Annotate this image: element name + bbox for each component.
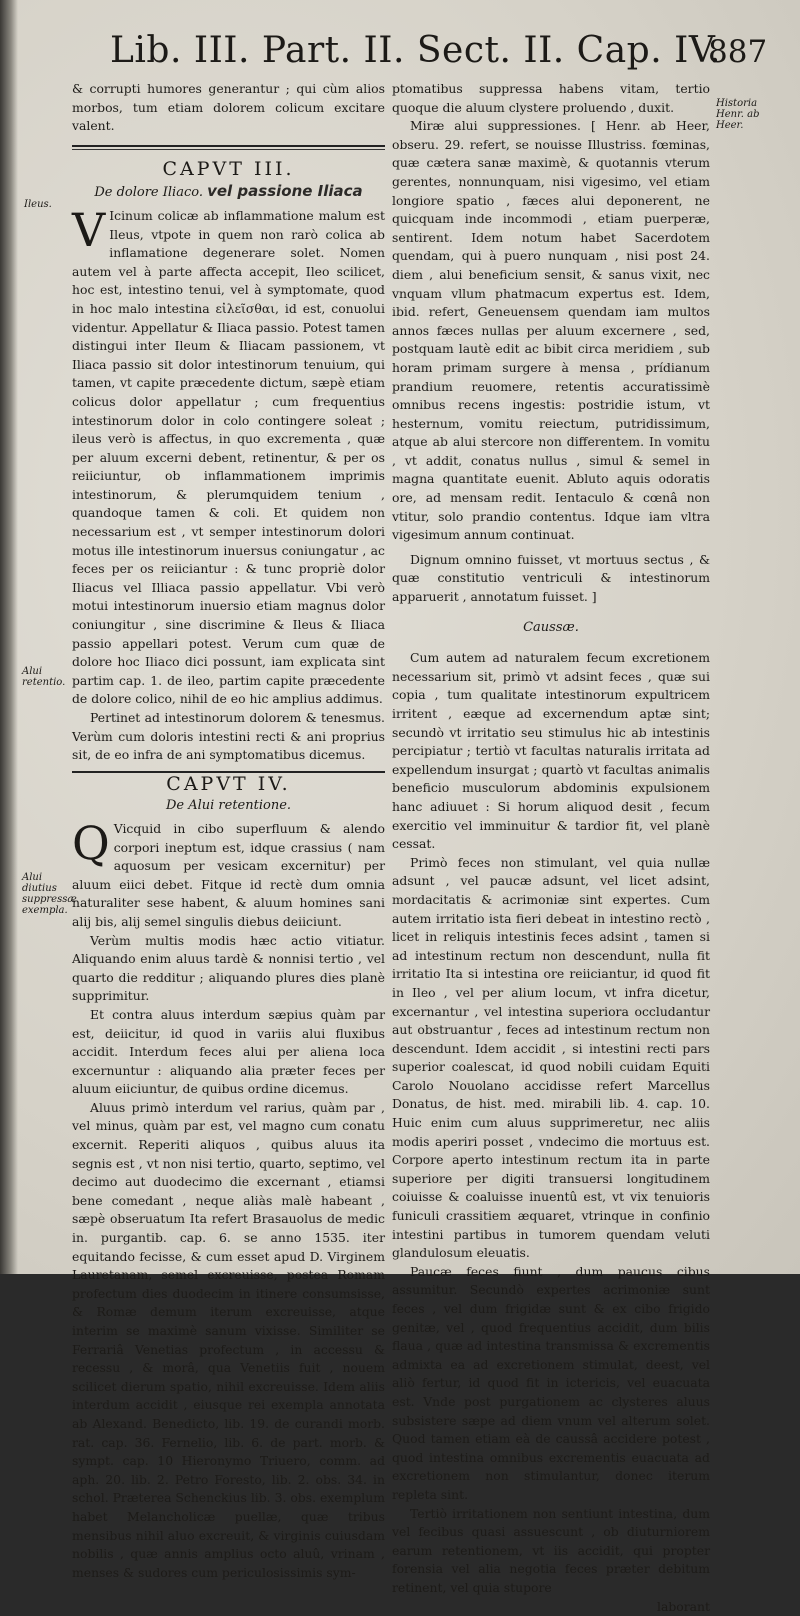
chapter-4-paragraph-4: Aluus primò interdum vel rarius, quàm par , vel minus, quàm par est, vel magno cum conatu excernit. Reperiti aliquos , quibus aluus ita segnis est , vt non nisi tertio, quarto, septimo, vel decimo aut duodecimo die excernant , etiamsi bene comedant , neque aliàs malè habeant , sæpè obseruatum Ita refert Brasauolus de medic in. purgantib. cap. 6. se anno 1535. iter equitando fecisse, & cum esset apud D. Virginem Lauretanam, semel excreuisse, postea Romam profectum dies duodecim in itinere consumsisse, & Romæ demum iterum excreuisse, atque interim se maximè sanum vixisse. Similiter se Ferrariâ Venetias profectum , in accessu & recessu , & morâ, qua Venetiis fuit , nouem scilicet dierum spatio, nihil excreuisse. Idem aliis interdum accidit , eiusque rei exempla annotata ab Alexand. Benedicto, lib. 19. de curandi morb. rat. cap. 36. Fernelio, lib. 6. de part. morb. & sympt. cap. 10 Hieronymo Triuero, comm. ad aph. 20. lib. 2. Petro Foresto, lib. 2. obs. 34. in schol. Præterea Schenckius lib. 3. obs. exemplum habet Melancholicæ puellæ, quæ tribus mensibus nihil aluo excreuit, & virginis cuiusdam nobilis , quæ annis amplius octo aluû, vrinam , menses & sudores cum periculosissimis sym- [72, 1099, 385, 1582]
margin-note-ileus: Ileus. [24, 199, 68, 210]
chapter-4-paragraph-2: Verùm multis modis hæc actio vitiatur. Aliquando enim aluus tardè & nonnisi tertio , vel quarto die redditur ; aliquando plures dies planè supprimitur. [72, 932, 385, 1006]
right-paragraph-6: Tertiò irritationem non sentiunt intestina, dum vel fecibus quasi assuescunt , ob diuturniorem earum retentionem, vt iis accidit, qui propter forensia vel alia negotia feces præter debitum retinent, vel quia stupore [392, 1505, 710, 1598]
margin-note-retentio: Alui retentio. [22, 666, 70, 688]
right-paragraph-0: ptomatibus suppressa habens vitam, tertio quoque die aluum clystere proluendo , duxit. [392, 80, 710, 117]
dropcap-q: Q [72, 824, 110, 862]
chapter-4-subtitle: De Alui retentione. [72, 797, 385, 816]
margin-note-exempla: Alui diutius suppressæ exempla. [22, 872, 70, 916]
chapter-3-subtitle-text: De dolore Iliaco. [94, 185, 203, 200]
chapter-3-title: CAPVT III. [72, 160, 385, 179]
page-binding-shadow [0, 0, 18, 1274]
causae-heading: Caussæ. [392, 619, 710, 638]
right-paragraph-4: Primò feces non stimulant, vel quia nullæ adsunt , vel paucæ adsunt, vel licet adsint, mordacitatis & acrimoniæ sint expertes. Cum autem irritatio ista fieri debeat in intestino rectò , licet in reliquis intestinis feces adsint , tamen si ad intestinum rectum non descendunt, nulla fit irritatio Ita si intestina ore reiiciantur, id quod fit in Ileo , vel per alium locum, vt infra dicetur, excernantur , vel intestina superiora occludantur aut obstruantur , feces ad intestinum rectum non descendunt. Idem accidit , si intestini recti pars superior coalescat, id quod nobili cuidam Equiti Carolo Nouolano accidisse refert Marcellus Donatus, de hist. med. mirabili lib. 4. cap. 10. Huic enim cum aluus supprimeretur, nec aliis modis aperiri posset , vndecimo die mortuus est. Corpore aperto intestinum rectum ita in parte superiore per digiti transuersi longitudinem coiuisse & coaluisse inuentû est, vt vix tenuioris funiculi crassitiem æquaret, vtrinque in confinio intestini partibus in tumorem quendam veluti glandulosum eleuatis. [392, 854, 710, 1263]
chapter-4-text-1: Vicquid in cibo superfluum & alendo corpori ineptum est, idque crassius ( nam aquosum per vesicam excernitur) per aluum eiici debet. Fitque id rectè dum omnia naturaliter sese habent, & aluum homines sani alij bis, alij semel singulis diebus deiiciunt. [72, 821, 385, 929]
right-paragraph-1: Miræ alui suppressiones. [ Henr. ab Heer, obseru. 29. refert, se nouisse Illustriss. fœminas, quæ cætera sanæ maximè, & quotannis vterum gerentes, nonnunquam, nisi vigesimo, vel etiam longiore spatio , fæces alui deponerent, ne quicquam inde incommodi , etiam puerperæ, sentirent. Idem notum habet Sacerdotem quendam, qui à puero nunquam , nisi post 24. diem , alui beneficium sensit, & sanus vixit, nec vnquam vllum phatmacum expertus est. Idem, ibid. refert, Geneuensem quendam iam multos annos fæces nullas per aluum excernere , sed, postquam lautè edit ac bibit circa meridiem , sub horam primam surgere à mensa , prídianum prandium reuomere, retentis accuratissimè omnibus recens ingestis: postridie istum, vt hesternum, vomitu reiectum, putridissimum, atque ab alui stercore non differentem. In vomitu , vt addit, conatus nullus , simul & semel in magna quantitate euenit. Abluto aquis odoratis ore, ad mensam redit. Ientaculo & cœnâ non vtitur, solo prandio contentus. Idque iam vltra vigesimum annum continuat. [392, 117, 710, 545]
dropcap-v: V [72, 211, 105, 249]
chapter-4-title: CAPVT IV. [72, 775, 385, 794]
right-paragraph-2: Dignum omnino fuisset, vt mortuus sectus , & quæ constitutio ventriculi & intestinorum apparuerit , annotatum fuisset. ] [392, 551, 710, 607]
chapter-3-body [72, 207, 385, 709]
section-rule [72, 145, 385, 147]
intro-paragraph: & corrupti humores generantur ; qui cùm alios morbos, tum etiam dolorem colicum excitare valent. [72, 80, 385, 136]
chapter-3-subtitle [72, 182, 385, 203]
section-rule-thin [72, 149, 385, 150]
handwritten-annotation: vel passione Iliaca [207, 182, 363, 200]
chapter-4-paragraph-3: Et contra aluus interdum sæpius quàm par est, deiicitur, id quod in variis alui fluxibus accidit. Interdum feces alui per aliena loca excernuntur : aliquando alia præter feces per aluum eiiciuntur, de quibus ordine dicemus. [72, 1006, 385, 1099]
right-column [392, 80, 710, 1616]
chapter-4-paragraph-1 [72, 820, 385, 932]
left-column [72, 80, 385, 1582]
running-header: Lib. III. Part. II. Sect. II. Cap. IV. [110, 30, 710, 71]
margin-note-historia: Historia Henr. ab Heer. [716, 98, 768, 131]
page-number: 887 [708, 34, 767, 70]
catchword: laborant [392, 1598, 710, 1616]
chapter-3-paragraph-2: Pertinet ad intestinorum dolorem & tenesmus. Verùm cum doloris intestini recti & ani proprius sit, de eo infra de ani symptomatibus dicemus. [72, 709, 385, 765]
right-paragraph-3: Cum autem ad naturalem fecum excretionem necessarium sit, primò vt adsint feces , quæ sui copia , tum qualitate intestinorum expultricem irritent , eæque ad excernendum aptæ sint; secundò vt irritatio seu stimulus hic ab intestinis percipiatur ; tertiò vt facultas naturalis irritata ad expellendum insurgat ; quartò vt facultas animalis beneficio musculorum abdominis expulsionem hanc adiuuet : Si horum aliquod desit , fecum exercitio vel imminuitur & tardior fit, vel planè cessat. [392, 649, 710, 854]
chapter-3-text: Icinum colicæ ab inflammatione malum est Ileus, vtpote in quem non rarò colica ab inflamatione degenerare solet. Nomen autem vel à parte affecta accepit, Ileo scilicet, hoc est, intestino tenui, vel à symptomate, quod in hoc malo intestina εἰλεῖσθαι, id est, conuolui videntur. Appellatur & Iliaca passio. Potest tamen distingui inter Ileum & Iliacam passionem, vt Iliaca passio sit dolor intestinorum tenuium, qui tamen, vt capite præcedente dictum, sæpè etiam colicus dolor appellatur ; cum frequentius intestinorum dolor in colo contingere soleat ; ileus verò is affectus, in quo excrementa , quæ per aluum excerni debent, retinentur, & per os reiiciuntur, ob inflammationem imprimis intestinorum, & plerumquidem tenium , quandoque tamen & coli. Et quidem non necessarium est , vt semper intestinorum dolori motus ille intestinorum inuersus coniungatur , ac feces per os reiiciantur : & tunc propriè dolor Iliacus vel Illiaca passio appellatur. Vbi verò motui intestinorum inuersio etiam magnus dolor coniungitur , sine discrimine & Ileus & Iliaca passio appellari potest. Verum cum quæ de dolore hoc Iliaco dici possunt, iam explicata sint partim cap. 1. de ileo, partim capite præcedente de dolore colico, nihil de eo hic amplius addimus. [72, 208, 385, 706]
right-paragraph-5: Paucæ feces fiunt , dum paucus cibus assumitur. Secundò expertes acrimoniæ sunt feces , vel dum frigidæ sunt & ex cibo frigido genitæ, vel , quod frequentius accidit, dum bilis flaua , quæ ad intestina transmissa & excrementis admixta ea ad excretionem stimulat, deest, vel aliò fertur, id quod fit in ictericis, vel euacuata est. Vnde post purgationem ac clysteres aluus subsistere sæpe ad diem vnum vel alterum solet. Quod tamen etiam eà de caussâ accidere potest , quod intestina omnibus excrementis euacuata ad excretionem non stimulantur, donec iterum repleta sint. [392, 1263, 710, 1505]
